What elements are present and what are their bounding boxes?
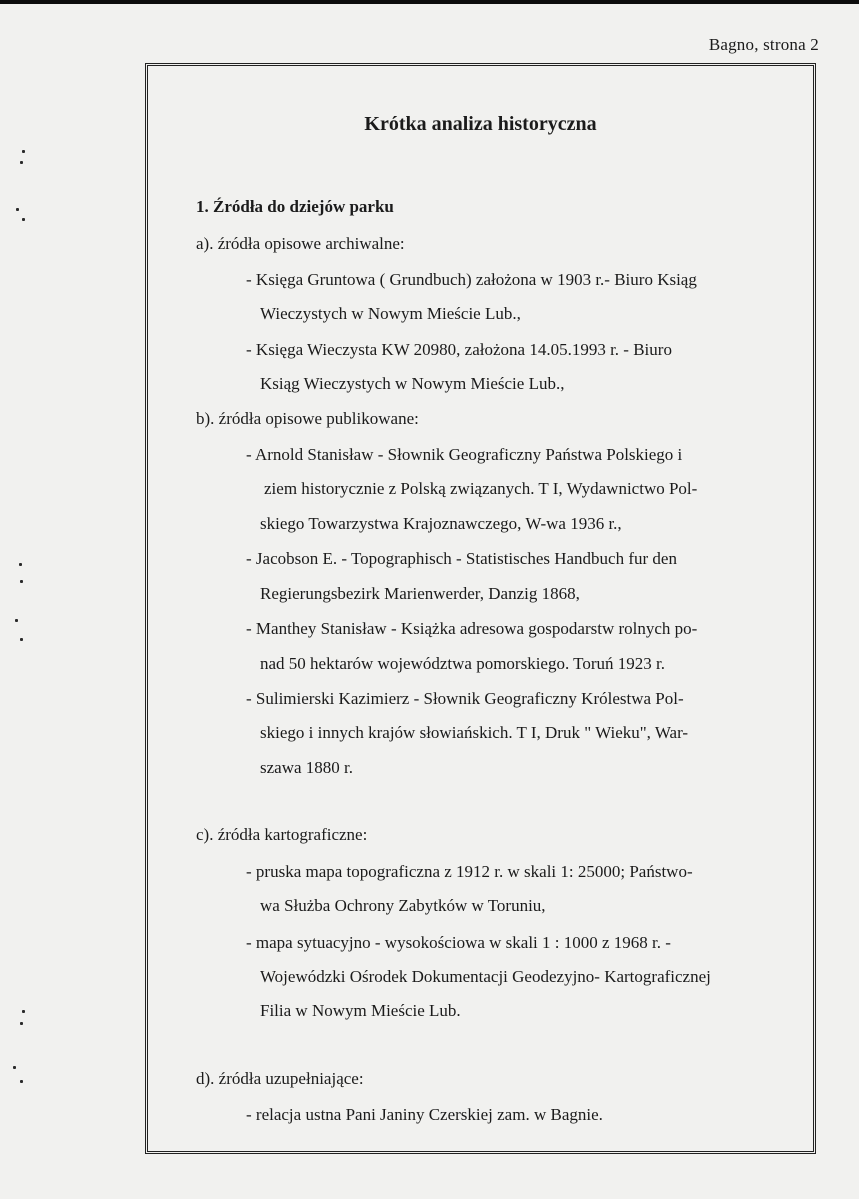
scan-speck <box>15 619 18 622</box>
source-line: wa Służba Ochrony Zabytków w Toruniu, <box>260 896 546 915</box>
page-frame <box>145 63 816 1154</box>
page-header: Bagno, strona 2 <box>708 35 819 54</box>
source-line: nad 50 hektarów województwa pomorskiego. Toruń 1923 r. <box>260 654 666 673</box>
source-line: - Księga Gruntowa ( Grundbuch) założona w 1903 r.- Biuro Ksiąg <box>246 270 697 289</box>
source-line: Regierungsbezirk Marienwerder, Danzig 1868, <box>260 584 580 603</box>
source-line: ziem historycznie z Polską związanych. T I, Wydawnictwo Pol- <box>264 479 698 498</box>
source-line: skiego Towarzystwa Krajoznawczego, W-wa 1936 r., <box>260 514 622 533</box>
source-line: - Sulimierski Kazimierz - Słownik Geograficzny Królestwa Pol- <box>246 689 684 708</box>
group-b-label: b). źródła opisowe publikowane: <box>196 409 419 428</box>
source-line: - Arnold Stanisław - Słownik Geograficzny Państwa Polskiego i <box>246 445 683 464</box>
source-line: szawa 1880 r. <box>260 758 354 777</box>
group-d-label: d). źródła uzupełniające: <box>196 1069 364 1088</box>
scan-top-edge <box>0 0 859 4</box>
source-line: - pruska mapa topograficzna z 1912 r. w skali 1: 25000; Państwo- <box>246 862 693 881</box>
source-line: Filia w Nowym Mieście Lub. <box>260 1001 461 1020</box>
scan-speck <box>22 1010 25 1013</box>
source-line: - Księga Wieczysta KW 20980, założona 14.05.1993 r. - Biuro <box>246 340 672 359</box>
group-c-label: c). źródła kartograficzne: <box>196 825 368 844</box>
scan-speck <box>20 161 23 164</box>
scan-speck <box>13 1066 16 1069</box>
source-line: - Manthey Stanisław - Książka adresowa gospodarstw rolnych po- <box>246 619 698 638</box>
scan-speck <box>20 580 23 583</box>
source-line: skiego i innych krajów słowiańskich. T I, Druk " Wieku", War- <box>260 723 689 742</box>
source-line: Ksiąg Wieczystych w Nowym Mieście Lub., <box>260 374 565 393</box>
source-line: - Jacobson E. - Topographisch - Statistisches Handbuch fur den <box>246 549 677 568</box>
scan-speck <box>20 638 23 641</box>
source-line: Wieczystych w Nowym Mieście Lub., <box>260 304 521 323</box>
source-line: - relacja ustna Pani Janiny Czerskiej zam. w Bagnie. <box>246 1105 603 1124</box>
source-line: Wojewódzki Ośrodek Dokumentacji Geodezyjno- Kartograficznej <box>260 967 711 986</box>
scan-speck <box>22 150 25 153</box>
scan-speck <box>19 563 22 566</box>
group-a-label: a). źródła opisowe archiwalne: <box>196 234 405 253</box>
scan-speck <box>16 208 19 211</box>
scan-speck <box>20 1022 23 1025</box>
scan-speck <box>20 1080 23 1083</box>
source-line: - mapa sytuacyjno - wysokościowa w skali 1 : 1000 z 1968 r. - <box>246 933 671 952</box>
document-title: Krótka analiza historyczna <box>364 113 597 135</box>
section-heading: 1. Źródła do dziejów parku <box>196 197 394 216</box>
scan-speck <box>22 218 25 221</box>
